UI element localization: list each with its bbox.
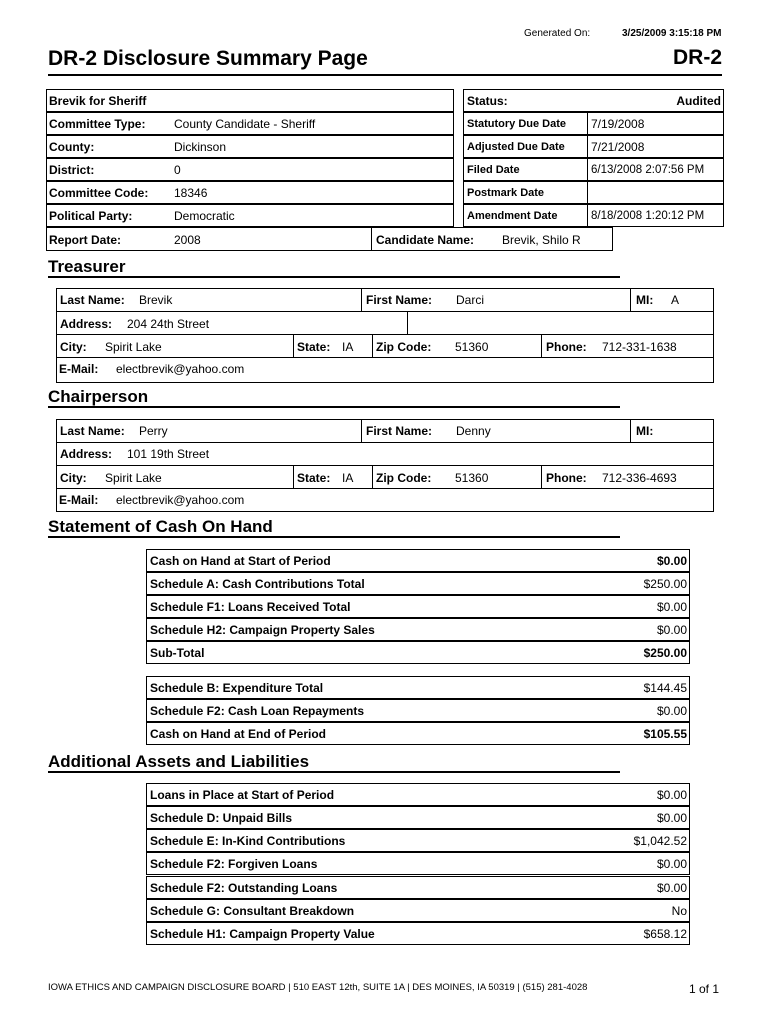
- statutory-label-cell: [463, 112, 588, 135]
- treasurer-email-value: electbrevik@yahoo.com: [116, 362, 245, 376]
- political-party-cell: [46, 204, 454, 227]
- cash-rule: [48, 536, 620, 538]
- adjusted-due-label: Adjusted Due Date: [467, 141, 565, 153]
- district-value: 0: [174, 163, 181, 177]
- generated-label: Generated On:: [524, 28, 591, 39]
- candidate-name-label: Candidate Name:: [376, 233, 475, 247]
- treasurer-zip-label: Zip Code:: [376, 340, 432, 354]
- treasurer-address-label: Address:: [60, 317, 113, 331]
- committee-type-label: Committee Type:: [49, 117, 146, 131]
- treasurer-address-value: 204 24th Street: [127, 317, 210, 331]
- cash-row-value: $144.45: [643, 681, 687, 695]
- cash-row: [146, 641, 690, 664]
- chair-state-cell: [293, 465, 373, 489]
- treasurer-zip-value: 51360: [455, 340, 489, 354]
- cash-row-label: Schedule H2: Campaign Property Sales: [150, 623, 375, 637]
- page-title: DR-2 Disclosure Summary Page: [48, 47, 368, 70]
- assets-row-value: $0.00: [656, 811, 687, 825]
- treasurer-address-cell: [56, 311, 408, 335]
- chair-state-value: IA: [342, 471, 354, 485]
- cash-row-value: $250.00: [643, 646, 687, 660]
- committee-type-value: County Candidate - Sheriff: [174, 117, 316, 131]
- treasurer-mi-cell: [630, 288, 714, 312]
- treasurer-city-value: Spirit Lake: [105, 340, 162, 354]
- chair-email-value: electbrevik@yahoo.com: [116, 493, 245, 507]
- assets-row: [146, 899, 690, 922]
- chair-email-label: E-Mail:: [59, 493, 99, 507]
- treasurer-last-cell: [56, 288, 362, 312]
- candidate-name-cell: [371, 227, 613, 251]
- cash-row-label: Cash on Hand at End of Period: [150, 727, 327, 741]
- chair-last-value: Perry: [139, 424, 168, 438]
- treasurer-phone-cell: [541, 334, 714, 358]
- chair-last-label: Last Name:: [60, 424, 125, 438]
- cash-row: [146, 549, 690, 572]
- statutory-value-cell: [587, 112, 724, 135]
- assets-row-label: Schedule H1: Campaign Property Value: [150, 927, 375, 941]
- treasurer-state-cell: [293, 334, 373, 358]
- treasurer-state-value: IA: [342, 340, 354, 354]
- cash-row: [146, 618, 690, 641]
- chair-mi-cell: [630, 419, 714, 443]
- assets-row-value: $0.00: [656, 788, 687, 802]
- treasurer-city-label: City:: [60, 340, 87, 354]
- assets-row-value: $1,042.52: [633, 834, 687, 848]
- adjusted-value-cell: [587, 135, 724, 158]
- amendment-label-cell: [463, 204, 588, 227]
- assets-row-label: Schedule F2: Outstanding Loans: [150, 881, 338, 895]
- political-party-value: Democratic: [174, 209, 235, 223]
- status-label: Status:: [467, 94, 508, 108]
- postmark-date-label: Postmark Date: [467, 187, 545, 199]
- chair-last-cell: [56, 419, 362, 443]
- assets-row-value: $0.00: [656, 857, 687, 871]
- cash-row-label: Schedule F2: Cash Loan Repayments: [150, 704, 365, 718]
- status-cell: [463, 89, 724, 112]
- assets-row: [146, 922, 690, 945]
- statutory-due-label: Statutory Due Date: [467, 118, 567, 130]
- page-number: 1 of 1: [689, 982, 720, 996]
- postmark-label-cell: [463, 181, 588, 204]
- treasurer-first-value: Darci: [456, 293, 485, 307]
- county-cell: [46, 135, 454, 158]
- chair-mi-label: MI:: [636, 424, 654, 438]
- treasurer-state-label: State:: [297, 340, 331, 354]
- treasurer-last-value: Brevik: [139, 293, 173, 307]
- candidate-name-value: Brevik, Shilo R: [502, 233, 581, 247]
- report-date-value: 2008: [174, 233, 201, 247]
- assets-row-value: $658.12: [643, 927, 687, 941]
- adjusted-due-value: 7/21/2008: [591, 140, 645, 154]
- chair-city-value: Spirit Lake: [105, 471, 162, 485]
- committee-name-cell: [46, 89, 454, 112]
- cash-row-label: Schedule A: Cash Contributions Total: [150, 577, 365, 591]
- assets-heading: Additional Assets and Liabilities: [48, 752, 310, 771]
- cash-row-value: $105.55: [643, 727, 687, 741]
- filed-date-value: 6/13/2008 2:07:56 PM: [591, 164, 705, 176]
- treasurer-phone-value: 712-331-1638: [602, 340, 677, 354]
- cash-heading: Statement of Cash On Hand: [48, 517, 273, 536]
- assets-row-value: No: [671, 904, 687, 918]
- filed-value-cell: [587, 158, 724, 181]
- chairperson-heading: Chairperson: [48, 387, 149, 406]
- chair-address-cell: [56, 442, 714, 466]
- chairperson-rule: [48, 406, 620, 408]
- cash-row-label: Schedule B: Expenditure Total: [150, 681, 324, 695]
- assets-row: [146, 783, 690, 806]
- adjusted-label-cell: [463, 135, 588, 158]
- chair-phone-cell: [541, 465, 714, 489]
- district-cell: [46, 158, 454, 181]
- treasurer-phone-label: Phone:: [546, 340, 587, 354]
- assets-row: [146, 876, 690, 899]
- cash-row-value: $250.00: [643, 577, 687, 591]
- amendment-date-value: 8/18/2008 1:20:12 PM: [591, 210, 705, 222]
- committee-type-cell: [46, 112, 454, 135]
- cash-row: [146, 722, 690, 745]
- generated-value: 3/25/2009 3:15:18 PM: [622, 28, 722, 39]
- cash-row-value: $0.00: [656, 600, 687, 614]
- cash-row: [146, 676, 690, 699]
- treasurer-last-label: Last Name:: [60, 293, 125, 307]
- report-date-label: Report Date:: [49, 233, 122, 247]
- cash-row: [146, 699, 690, 722]
- treasurer-city-cell: [56, 334, 294, 358]
- postmark-value-cell: [587, 181, 724, 204]
- form-code: DR-2: [673, 46, 723, 69]
- chair-first-value: Denny: [456, 424, 491, 438]
- assets-row: [146, 806, 690, 829]
- assets-row-label: Schedule E: In-Kind Contributions: [150, 834, 346, 848]
- treasurer-heading: Treasurer: [48, 257, 126, 276]
- treasurer-address-extra-cell: [407, 311, 714, 335]
- assets-row: [146, 829, 690, 852]
- cash-row-value: $0.00: [656, 554, 687, 568]
- chair-city-label: City:: [60, 471, 87, 485]
- assets-row-label: Loans in Place at Start of Period: [150, 788, 335, 802]
- cash-row-label: Cash on Hand at Start of Period: [150, 554, 331, 568]
- treasurer-first-cell: [361, 288, 631, 312]
- assets-row-value: $0.00: [656, 881, 687, 895]
- header-rule: [48, 74, 722, 76]
- treasurer-first-label: First Name:: [366, 293, 433, 307]
- assets-row-label: Schedule F2: Forgiven Loans: [150, 857, 318, 871]
- chair-city-cell: [56, 465, 294, 489]
- committee-name: Brevik for Sheriff: [49, 94, 147, 108]
- committee-code-label: Committee Code:: [49, 186, 149, 200]
- chair-first-label: First Name:: [366, 424, 433, 438]
- chair-zip-cell: [372, 465, 542, 489]
- cash-row: [146, 572, 690, 595]
- chair-zip-label: Zip Code:: [376, 471, 432, 485]
- county-value: Dickinson: [174, 140, 227, 154]
- report-date-cell: [46, 227, 372, 251]
- political-party-label: Political Party:: [49, 209, 133, 223]
- chair-first-cell: [361, 419, 631, 443]
- treasurer-zip-cell: [372, 334, 542, 358]
- statutory-due-value: 7/19/2008: [591, 117, 645, 131]
- treasurer-email-label: E-Mail:: [59, 362, 99, 376]
- cash-row-label: Schedule F1: Loans Received Total: [150, 600, 351, 614]
- chair-address-label: Address:: [60, 447, 113, 461]
- chair-phone-value: 712-336-4693: [602, 471, 677, 485]
- chair-state-label: State:: [297, 471, 331, 485]
- assets-row: [146, 852, 690, 875]
- amendment-date-label: Amendment Date: [467, 210, 558, 222]
- chair-phone-label: Phone:: [546, 471, 587, 485]
- chair-zip-value: 51360: [455, 471, 489, 485]
- filed-date-label: Filed Date: [467, 164, 520, 176]
- filed-label-cell: [463, 158, 588, 181]
- chair-address-value: 101 19th Street: [127, 447, 210, 461]
- status-value: Audited: [676, 94, 721, 108]
- treasurer-rule: [48, 276, 620, 278]
- treasurer-mi-value: A: [671, 293, 680, 307]
- footer-address: IOWA ETHICS AND CAMPAIGN DISCLOSURE BOARD | 510 EAST 12th, SUITE 1A | DES MOINES, IA 50319 | (515) 281-4028: [48, 982, 588, 993]
- amendment-value-cell: [587, 204, 724, 227]
- assets-row-label: Schedule G: Consultant Breakdown: [150, 904, 355, 918]
- cash-row-value: $0.00: [656, 704, 687, 718]
- cash-row-value: $0.00: [656, 623, 687, 637]
- committee-code-value: 18346: [174, 186, 208, 200]
- treasurer-mi-label: MI:: [636, 293, 654, 307]
- assets-rule: [48, 771, 620, 773]
- county-label: County:: [49, 140, 95, 154]
- assets-row-label: Schedule D: Unpaid Bills: [150, 811, 293, 825]
- cash-row: [146, 595, 690, 618]
- committee-code-cell: [46, 181, 454, 204]
- cash-row-label: Sub-Total: [150, 646, 205, 660]
- district-label: District:: [49, 163, 95, 177]
